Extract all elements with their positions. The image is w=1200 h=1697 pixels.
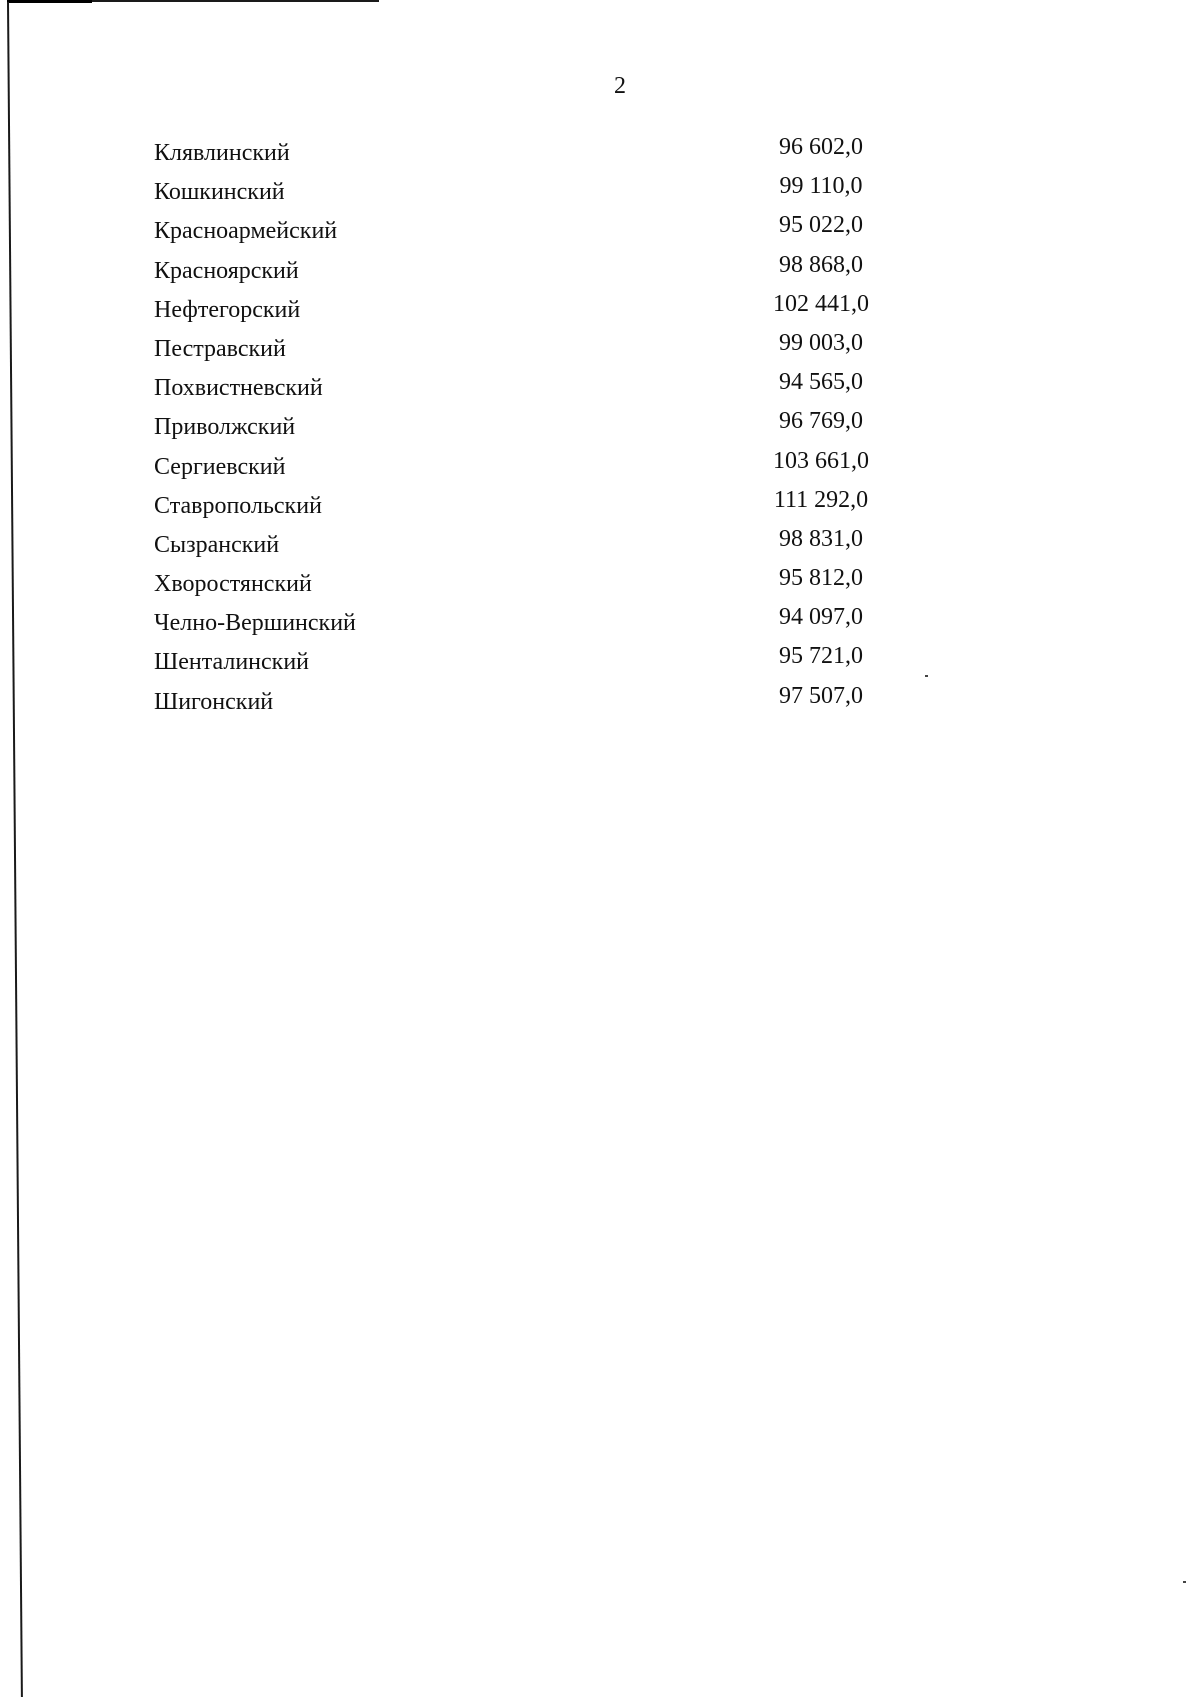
district-name: Кошкинский [154,179,285,206]
district-value: 94 565,0 [779,369,863,396]
district-name: Красноярский [154,257,299,284]
district-name: Челно-Вершинский [154,610,356,637]
district-value: 102 441,0 [773,290,869,317]
district-name: Шенталинский [154,649,310,676]
district-name: Клявлинский [154,140,290,166]
district-name: Сергиевский [154,453,286,480]
district-value: 95 022,0 [779,212,863,239]
scan-speck [925,675,928,677]
district-value: 95 721,0 [779,643,863,670]
district-value: 94 097,0 [779,604,863,631]
district-value: 96 769,0 [779,408,863,435]
district-value: 98 868,0 [779,251,863,278]
district-value: 111 292,0 [773,486,869,513]
district-name: Ставропольский [154,492,322,519]
district-name: Приволжский [154,414,296,441]
district-name: Нефтегорский [154,296,301,323]
district-name: Шигонский [154,688,274,715]
district-value: 103 661,0 [773,447,869,474]
district-name: Похвистневский [154,375,323,402]
district-row [154,682,914,726]
scan-top-edge-thick [7,0,92,3]
scan-speck [1183,1581,1186,1583]
district-name: Красноармейский [154,218,338,245]
scan-left-edge [7,2,23,1697]
district-value: 99 110,0 [779,173,863,200]
district-value: 98 831,0 [779,525,863,552]
district-name: Сызранский [154,531,280,558]
district-name: Пестравский [154,335,286,362]
district-value: 99 003,0 [779,329,863,356]
district-value: 95 812,0 [779,565,863,592]
district-value: 96 602,0 [779,134,863,160]
page-number: 2 [614,73,626,99]
district-value: 97 507,0 [779,682,863,709]
district-list [154,134,914,726]
district-name: Хворостянский [154,571,312,598]
